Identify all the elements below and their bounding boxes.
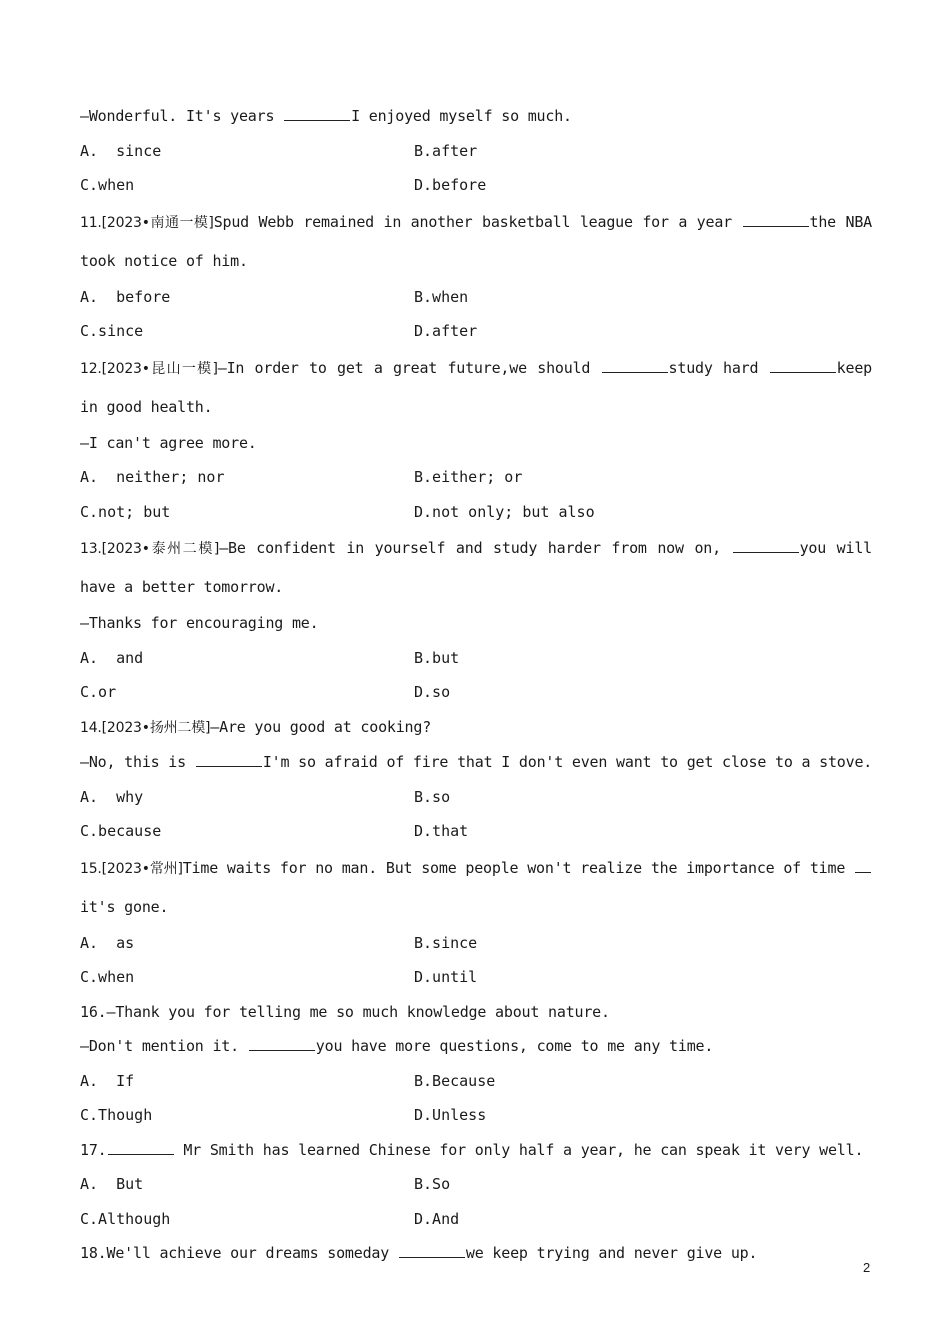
answer-blank [196, 752, 262, 767]
option-a: A. before [80, 287, 171, 306]
answer-blank [249, 1036, 315, 1051]
option-b: B.but [414, 648, 460, 667]
q16-options-row2 [80, 1098, 872, 1133]
answer-blank [855, 858, 871, 873]
option-c: C.or [80, 683, 117, 701]
q12-stem: 12.[2023•昆山一模]—In order to get a great future,we should study hard keep in good health. [80, 358, 872, 416]
option-a: A. But [80, 1175, 144, 1193]
q15-options-row2 [80, 960, 872, 995]
option-a: A. why [80, 787, 144, 806]
q16-stem: 16.—Thank you for telling me so much knowledge about nature. [80, 1002, 610, 1021]
answer-blank [602, 358, 668, 373]
option-c: C.since [80, 322, 144, 340]
answer-blank [733, 538, 799, 553]
answer-blank [770, 358, 836, 373]
page-number: 2 [863, 1260, 871, 1275]
question-page [80, 99, 872, 1271]
option-d: D.that [414, 822, 469, 840]
q13-options-row1 [80, 641, 872, 676]
option-d: D.so [414, 683, 451, 701]
option-c: C.because [80, 822, 162, 840]
q11-options-row2 [80, 314, 872, 349]
option-c: C.not; but [80, 502, 171, 521]
q12-options-row2 [80, 495, 872, 530]
q13-stem: 13.[2023•泰州二模]—Be confident in yourself and study harder from now on, you will have a better tomorrow. [80, 539, 872, 596]
answer-blank [399, 1243, 465, 1258]
option-b: B.so [414, 787, 451, 806]
option-d: D.after [414, 322, 478, 340]
q16-reply: —Don't mention it. you have more questions, come to me any time. [80, 1037, 714, 1055]
q13-options-row2 [80, 675, 872, 710]
option-a: A. neither; nor [80, 468, 225, 486]
q14-stem: 14.[2023•扬州二模]—Are you good at cooking? [80, 717, 432, 736]
q17-options-row1 [80, 1167, 872, 1202]
option-d: D.And [414, 1209, 460, 1228]
option-d: D.before [414, 176, 487, 194]
option-a: A. as [80, 933, 135, 952]
option-c: C.when [80, 968, 135, 986]
q11-stem: 11.[2023•南通一模]Spud Webb remained in another basketball league for a year the NBA took notice of him. [80, 212, 872, 270]
q17-options-row2 [80, 1202, 872, 1237]
option-a: A. and [80, 648, 144, 667]
option-b: B.So [414, 1175, 451, 1193]
option-c: C.Though [80, 1106, 153, 1124]
q10-options-row1 [80, 134, 872, 169]
q17-stem: 17. Mr Smith has learned Chinese for only half a year, he can speak it very well. [80, 1140, 864, 1159]
q14-reply: —No, this is I'm so afraid of fire that I don't even want to get close to a stove. [80, 753, 873, 771]
q14-options-row1 [80, 780, 872, 815]
q11-options-row1 [80, 280, 872, 315]
option-c: C.Although [80, 1209, 171, 1228]
q12-reply: —I can't agree more. [80, 433, 257, 452]
q10-options-row2 [80, 168, 872, 203]
q10-line: —Wonderful. It's years I enjoyed myself so much. [80, 107, 572, 125]
q12-options-row1 [80, 460, 872, 495]
option-b: B.when [414, 287, 469, 306]
q14-options-row2 [80, 814, 872, 849]
q16-options-row1 [80, 1064, 872, 1099]
option-a: A. If [80, 1071, 135, 1090]
option-b: B.Because [414, 1071, 496, 1090]
option-a: A. since [80, 141, 162, 160]
q18-stem: 18.We'll achieve our dreams someday we keep trying and never give up. [80, 1244, 758, 1262]
answer-blank [743, 212, 809, 227]
option-d: D.until [414, 968, 478, 986]
option-d: D.Unless [414, 1106, 487, 1124]
option-b: B.since [414, 933, 478, 952]
answer-blank [108, 1140, 174, 1155]
q15-stem: 15.[2023•常州]Time waits for no man. But some people won't realize the importance of time it's gone. [80, 849, 872, 926]
option-b: B.after [414, 141, 478, 160]
option-b: B.either; or [414, 468, 523, 486]
option-c: C.when [80, 176, 135, 194]
q13-reply: —Thanks for encouraging me. [80, 614, 319, 632]
option-d: D.not only; but also [414, 502, 595, 521]
answer-blank [284, 106, 350, 121]
q15-options-row1 [80, 926, 872, 961]
